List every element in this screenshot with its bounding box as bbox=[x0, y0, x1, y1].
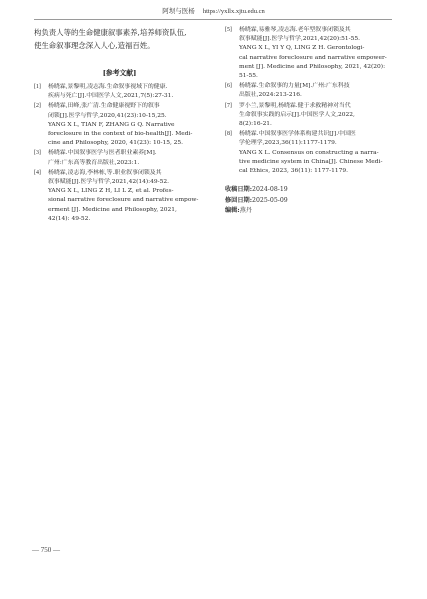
revised-date: 2025-05-09 bbox=[252, 196, 288, 204]
reference-line: 杨晓霖,易雅琴,凌志海.老年型叙事闭锁及其 bbox=[239, 27, 351, 33]
reference-line: 学伦理学,2023,36(11):1177-1179. bbox=[239, 140, 337, 147]
journal-url: https://yxllx.xjtu.edu.cn bbox=[202, 8, 265, 15]
journal-name: 阿坝与医杨 bbox=[162, 7, 195, 15]
reference-item bbox=[34, 102, 205, 148]
reference-item bbox=[225, 26, 393, 81]
reference-line: 杨晓霖,凌志海,李林栋,等.职业叙事闭锁及其 bbox=[48, 169, 162, 176]
references-list-left bbox=[34, 83, 205, 224]
reference-line: 杨晓霖.生命叙事的力量[M].广州:广东科技 bbox=[239, 83, 350, 90]
body-paragraph bbox=[34, 26, 205, 52]
reference-number: [4] bbox=[34, 169, 41, 176]
reference-text bbox=[48, 149, 205, 167]
reference-text bbox=[239, 26, 393, 81]
reference-line: 疾病与死亡[J].中国医学人文,2021,7(5):27-31. bbox=[48, 93, 174, 100]
reference-text bbox=[239, 102, 393, 130]
editor-name: 燕丹 bbox=[239, 207, 253, 215]
reference-line: 51-55. bbox=[239, 73, 258, 80]
received-date: 2024-08-19 bbox=[252, 186, 288, 194]
reference-line: cal Ethics, 2023, 36(11): 1177-1179. bbox=[239, 168, 349, 175]
reference-line: 杨晓霖,景黎明,凌志海.生命叙事视域下的健康. bbox=[48, 84, 168, 90]
reference-line: YANG X L, LING Z H, LI L Z, et al. Profes- bbox=[48, 188, 174, 195]
reference-line: cine and Philosophy, 2020, 41(23): 10-15, 25. bbox=[48, 140, 184, 147]
reference-line: 杨晓霖.中国叙事医学体系构建共识[J].中国医 bbox=[239, 131, 356, 138]
reference-text bbox=[239, 130, 393, 176]
reference-line: YANG X L, TIAN F, ZHANG G Q. Narrative bbox=[48, 121, 175, 128]
article-dates bbox=[225, 185, 393, 217]
reference-line: 罗小兰,景黎明,杨晓霖.健于求救精神对当代 bbox=[239, 102, 351, 109]
reference-number: [3] bbox=[34, 150, 41, 157]
reference-number: [5] bbox=[225, 27, 232, 33]
reference-line: 杨晓霖.中国叙事医学与医者职业素养[M]. bbox=[48, 150, 157, 157]
references-list-right bbox=[225, 26, 393, 176]
running-header bbox=[0, 6, 427, 15]
reference-line: 叙事赋能[J].医学与哲学,2021,42(20):51-55. bbox=[239, 36, 361, 43]
reference-number: [1] bbox=[34, 84, 41, 90]
reference-number: [6] bbox=[225, 83, 232, 90]
revised-label: 修回日期: bbox=[225, 196, 253, 204]
page-number: — 750 — bbox=[32, 546, 60, 554]
reference-item bbox=[225, 102, 393, 130]
body-line: 构负责人等的生命健康叙事素养,培养师资队伍, bbox=[34, 28, 187, 37]
reference-line: 生命叙事实践的启示[J].中国医学人文,2022, bbox=[239, 111, 355, 118]
reference-line: 42(14): 49-52. bbox=[48, 215, 91, 222]
reference-line: sional narrative foreclosure and narrative empow- bbox=[48, 197, 199, 204]
reference-line: foreclosure in the context of bio-health[J]. Medi- bbox=[48, 131, 193, 138]
references-title: [参考文献] bbox=[102, 69, 137, 77]
reference-line: 叙事赋能[J].医学与哲学,2021,42(14):49-52. bbox=[48, 179, 170, 186]
reference-item bbox=[225, 130, 393, 176]
reference-number: [7] bbox=[225, 102, 232, 109]
reference-text bbox=[48, 102, 205, 148]
reference-number: [2] bbox=[34, 103, 41, 110]
reference-line: tive medicine system in China[J]. Chinese Medi- bbox=[239, 158, 383, 165]
reference-line: 出版社,2024:213-216. bbox=[239, 92, 302, 99]
reference-line: 广州:广东高等教育出版社,2023:1. bbox=[48, 159, 140, 166]
editor-row bbox=[225, 206, 393, 217]
editor-label: 编辑: bbox=[225, 207, 240, 215]
reference-line: 8(2):16-21. bbox=[239, 121, 272, 128]
reference-line: cal narrative foreclosure and narrative empower- bbox=[239, 54, 387, 61]
reference-text bbox=[48, 169, 205, 224]
received-date-row bbox=[225, 185, 393, 196]
reference-line: erment [J]. Medicine and Philosophy, 2021, bbox=[48, 206, 177, 213]
reference-line: YANG X L, YI Y Q, LING Z H. Gerontologi- bbox=[239, 45, 365, 52]
reference-item bbox=[225, 82, 393, 100]
reference-line: YANG X L. Consensus on constructing a narra- bbox=[239, 149, 379, 156]
reference-item bbox=[34, 83, 205, 101]
reference-line: 闭锁[J].医学与哲学,2020,41(23):10-15,25. bbox=[48, 112, 167, 119]
reference-text bbox=[239, 82, 393, 100]
reference-line: 杨晓霖,田峰,张广清.生命健康视野下的叙事 bbox=[48, 103, 160, 110]
body-line: 使生命叙事理念深入人心,造福百姓。 bbox=[34, 41, 155, 50]
received-label: 收稿日期: bbox=[225, 186, 253, 194]
reference-item bbox=[34, 149, 205, 167]
reference-number: [8] bbox=[225, 131, 232, 138]
header-rule bbox=[34, 19, 392, 20]
reference-text bbox=[48, 83, 205, 101]
reference-line: ment [J]. Medicine and Philosophy, 2021, 42(20): bbox=[239, 63, 386, 70]
reference-item bbox=[34, 169, 205, 224]
revised-date-row bbox=[225, 196, 393, 207]
right-column bbox=[225, 26, 393, 217]
left-column bbox=[34, 26, 205, 225]
